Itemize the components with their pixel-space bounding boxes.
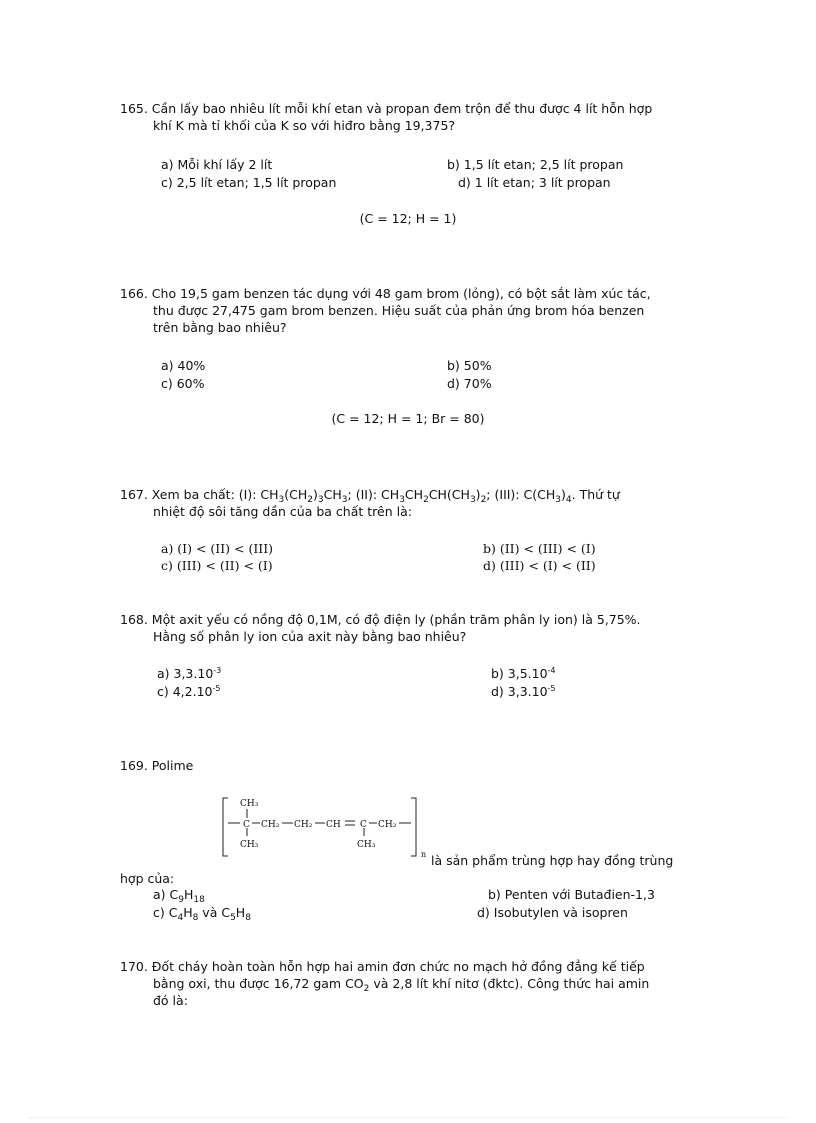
option-168-a-exp: -3 — [213, 666, 222, 675]
question-170-stem-line1: 170. Đốt cháy hoàn toàn hỗn hợp hai amin đơn chức no mạch hở đồng đẳng kế tiếp — [120, 959, 645, 974]
question-167-stem-line2: nhiệt độ sôi tăng dần của ba chất trên là: — [153, 504, 412, 519]
question-169-stem: 169. Polime — [120, 758, 194, 773]
question-165 — [120, 100, 696, 134]
right-bracket — [411, 798, 416, 856]
question-166-stem-line3: trên bằng bao nhiêu? — [153, 320, 287, 335]
option-168-b — [491, 665, 556, 682]
question-169-line2: hợp của: — [120, 871, 175, 886]
label-iii: (III): — [494, 487, 520, 502]
option-168-a — [157, 665, 221, 682]
formula-i: $CH_3(CH_2)_3CH_3$ — [260, 487, 348, 505]
question-169-after-formula: là sản phẩm trùng hợp hay đồng trùng — [431, 853, 674, 868]
option-169-b: b) Penten với Butađien-1,3 — [488, 887, 655, 902]
group-ch: CH — [326, 820, 341, 830]
question-166-stem-line2: thu được 27,475 gam brom benzen. Hiệu suất của phản ứng brom hóa benzen — [153, 303, 645, 318]
option-165-a: a) Mỗi khí lấy 2 lít — [161, 157, 273, 172]
option-168-b-base: b) 3,5.10 — [491, 666, 548, 681]
question-166-note: (C = 12; H = 1; Br = 80) — [331, 411, 485, 426]
option-168-c-exp: -5 — [212, 684, 221, 693]
option-167-c: c) (III) < (II) < (I) — [161, 558, 273, 573]
question-167-stem-line1 — [120, 486, 696, 503]
option-169-c-sub3: 5 — [230, 913, 236, 923]
question-165-stem-line2: khí K mà tỉ khối của K so với hiđro bằng 19,375? — [153, 118, 456, 133]
option-169-a — [153, 886, 205, 903]
option-166-a: a) 40% — [161, 358, 206, 373]
option-167-a: a) (I) < (II) < (III) — [161, 541, 274, 556]
option-166-b: b) 50% — [447, 358, 492, 373]
option-168-d-exp: -5 — [547, 684, 556, 693]
group-ch2-c: CH₂ — [378, 820, 397, 830]
formula-iii: $C(CH_3)_4$. — [523, 487, 576, 505]
question-170 — [120, 958, 696, 1009]
group-ch3-bottom-1: CH₃ — [240, 840, 259, 850]
question-170-stem-line2 — [120, 975, 696, 992]
question-170-co2-sub: 2 — [363, 984, 370, 994]
option-167-d: d) (III) < (I) < (II) — [483, 558, 596, 573]
option-169-a-c: a) C — [153, 887, 179, 902]
page-bottom-divider — [28, 1117, 788, 1118]
left-bracket — [223, 798, 228, 856]
group-ch3-top: CH₃ — [240, 799, 259, 809]
option-169-c-sub4: 8 — [245, 913, 251, 923]
group-ch2-a: CH₂ — [261, 820, 280, 830]
question-165-stem-line1: 165. Cần lấy bao nhiêu lít mỗi khí etan và propan đem trộn để thu được 4 lít hỗn hợp — [120, 101, 653, 116]
polymer-structure-formula — [218, 790, 432, 862]
option-166-c: c) 60% — [161, 376, 205, 391]
option-168-c — [157, 683, 220, 700]
question-165-note: (C = 12; H = 1) — [359, 211, 457, 226]
question-166-stem-line1: 166. Cho 19,5 gam benzen tác dụng với 48 gam brom (lỏng), có bột sắt làm xúc tác, — [120, 286, 651, 301]
group-ch2-b: CH₂ — [294, 820, 313, 830]
option-168-d — [491, 683, 556, 700]
option-165-d: d) 1 lít etan; 3 lít propan — [458, 175, 611, 190]
option-168-b-exp: -4 — [547, 666, 556, 675]
label-ii: ; (II): — [347, 487, 378, 502]
option-169-a-h: H — [183, 887, 194, 902]
option-169-c — [153, 904, 251, 921]
question-167-prefix: 167. Xem ba chất: (I): — [120, 487, 257, 502]
question-167 — [120, 486, 696, 520]
option-165-b: b) 1,5 lít etan; 2,5 lít propan — [447, 157, 624, 172]
option-167-b: b) (II) < (III) < (I) — [483, 541, 596, 556]
question-167-tail: Thứ tự — [579, 487, 620, 502]
atom-c-second: C — [360, 820, 367, 830]
option-169-c-h: H — [183, 905, 193, 920]
question-168-stem-line1: 168. Một axit yếu có nồng độ 0,1M, có độ điện ly (phần trăm phân ly ion) là 5,75%. — [120, 612, 641, 627]
option-169-c-sub2: 8 — [192, 913, 199, 923]
question-168 — [120, 611, 696, 645]
formula-ii: $CH_3CH_2CH(CH_3)_2$; — [381, 487, 491, 505]
polymer-n-subscript: n — [421, 850, 427, 859]
question-170-stem-line3: đó là: — [153, 993, 188, 1008]
option-165-c: c) 2,5 lít etan; 1,5 lít propan — [161, 175, 337, 190]
question-166 — [120, 285, 696, 336]
question-170-line2-part-a: bằng oxi, thu được 16,72 gam CO — [153, 976, 364, 991]
option-169-c-h2: H — [235, 905, 246, 920]
question-168-stem-line2: Hằng số phân ly ion của axit này bằng bao nhiêu? — [153, 629, 467, 644]
option-166-d: d) 70% — [447, 376, 492, 391]
group-ch3-bottom-2: CH₃ — [357, 840, 376, 850]
option-169-c-c: c) C — [153, 905, 178, 920]
option-169-c-sub1: 4 — [177, 913, 184, 923]
option-169-a-sub2: 18 — [193, 895, 205, 905]
atom-c-main: C — [243, 820, 250, 830]
option-169-d: d) Isobutylen và isopren — [477, 905, 628, 920]
option-168-c-base: c) 4,2.10 — [157, 684, 213, 699]
question-170-line2-part-b: và 2,8 lít khí nitơ (đktc). Công thức hai amin — [369, 976, 650, 991]
option-168-a-base: a) 3,3.10 — [157, 666, 214, 681]
option-169-c-and: và C — [198, 905, 231, 920]
option-169-a-sub1: 9 — [178, 895, 184, 905]
option-168-d-base: d) 3,3.10 — [491, 684, 548, 699]
